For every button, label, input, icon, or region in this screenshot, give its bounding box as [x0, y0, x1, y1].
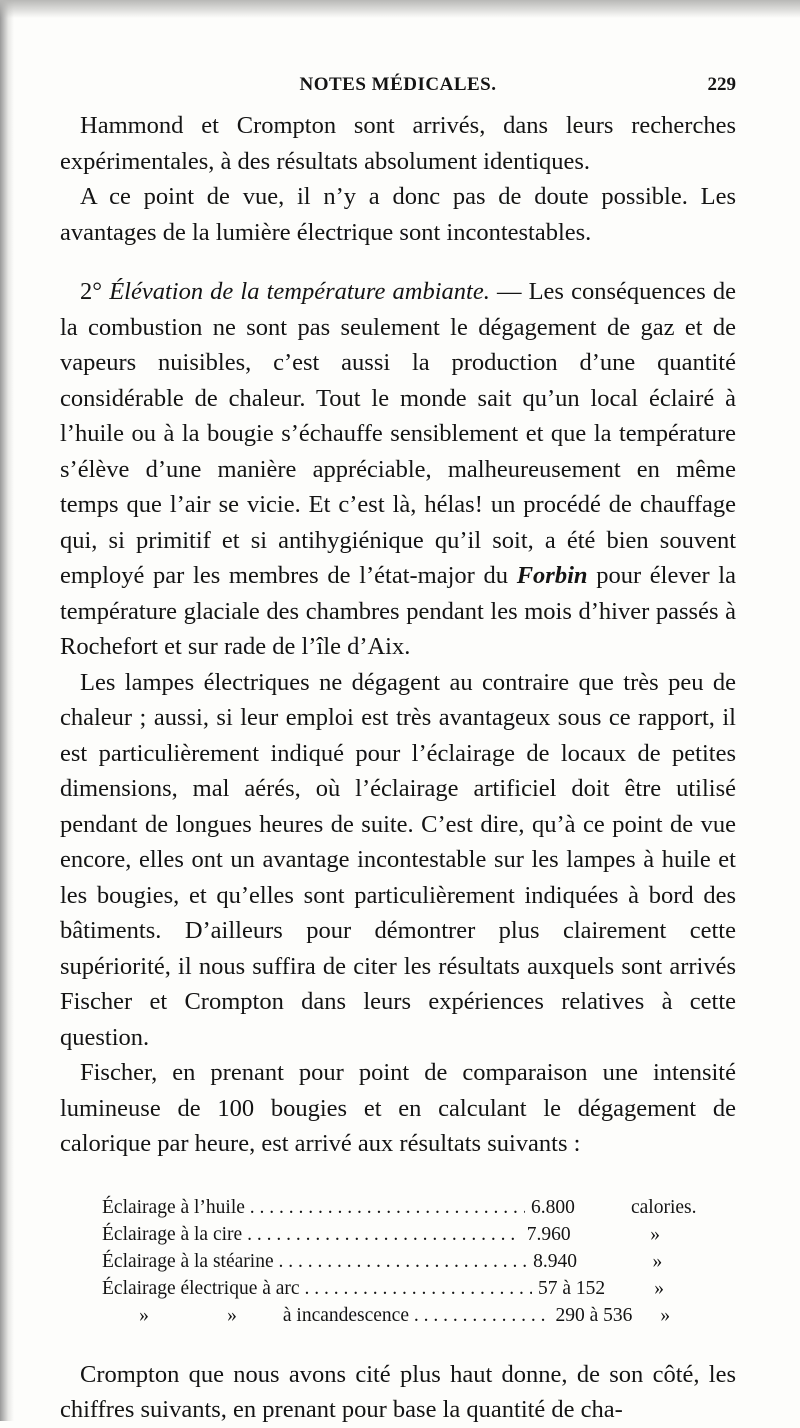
paragraph-6: Crompton que nous avons cité plus haut donne, de son côté, les chiffres suivants, en prenant pour base la quantité de cha- — [60, 1360, 736, 1423]
ditto-mark: » — [227, 1304, 237, 1326]
ship-name: Forbin — [516, 562, 588, 589]
table-row — [102, 1275, 704, 1302]
row-label: Éclairage à la cire . . . — [102, 1221, 521, 1248]
heat-table — [102, 1194, 704, 1329]
paragraph-3-text-b: pour élever la température glaciale des chambres pendant les mois d’hiver passés à Rochefort et sur rade de l’île d’Aix. — [60, 562, 736, 660]
section-title: Élévation de la température ambiante. — [109, 278, 490, 305]
row-label: Éclairage électrique à arc . . . — [102, 1275, 532, 1302]
body-text — [60, 108, 736, 1428]
paragraph-1: Hammond et Crompton sont arrivés, dans leurs recherches expérimentales, à des résultats absolument identiques. — [60, 112, 736, 175]
row-unit: calories. — [630, 1196, 697, 1218]
row-unit: » — [650, 1223, 661, 1245]
row-unit: » — [654, 1277, 664, 1299]
row-label-ditto — [102, 1302, 549, 1329]
paragraph-4: Les lampes électriques ne dégagent au contraire que très peu de chaleur ; aussi, si leur emploi est très avantageux sous ce rapport, il est particulièrement indiqué pour l’éclairage de locaux de petites dimensions, mal aérés, où l’éclairage artificiel doit être utilisé pendant de longues heures de suite. C’est dire, qu’à ce point de vue encore, elles ont un avantage incontestable sur les lampes à huile et les bougies, et qu’elles sont particulièrement indiquées à bord des bâtiments. D’ailleurs pour démontrer plus clairement cette supériorité, il nous suffira de citer les résultats auxquels sont arrivés Fischer et Crompton dans leurs expériences relatives à cette question. — [60, 668, 736, 1051]
row-value: 290 à 536 — [555, 1304, 633, 1326]
row-value: 8.940 — [533, 1250, 578, 1272]
paragraph-2: A ce point de vue, il n’y a donc pas de doute possible. Les avantages de la lumière électrique sont incontestables. — [60, 183, 736, 246]
paragraph-3 — [60, 274, 736, 665]
page-number: 229 — [707, 74, 736, 95]
row-label: à incandescence — [282, 1304, 409, 1326]
book-page — [60, 72, 736, 1428]
row-label: Éclairage à l’huile . . . — [102, 1194, 525, 1221]
row-value: 7.960 — [526, 1223, 571, 1245]
table-row — [102, 1194, 704, 1221]
row-value: 57 à 152 — [538, 1277, 606, 1299]
table-row — [102, 1221, 704, 1248]
page-header — [60, 72, 736, 108]
row-label: Éclairage à la stéarine . . . — [102, 1248, 527, 1275]
table-row — [102, 1248, 704, 1275]
page-shadow-top — [0, 0, 800, 18]
row-unit: » — [660, 1304, 671, 1326]
row-unit: » — [652, 1250, 663, 1272]
paragraph-3-text-a: — Les conséquences de la combustion ne sont pas seulement le dégagement de gaz et de vapeurs nuisibles, c’est aussi la production d’une quantité considérable de chaleur. Tout le monde sait qu’un local éclairé à l’huile ou à la bougie s’échauffe sensiblement et que la température s’élève d’une manière appréciable, malheureusement en même temps que l’air se vicie. Et c’est là, hélas! un procédé de chauffage qui, si primitif et si antihygiénique qu’il soit, a été bien souvent employé par les membres de l’état-major du — [60, 278, 736, 589]
running-title: NOTES MÉDICALES. — [299, 74, 497, 95]
table-row — [102, 1302, 704, 1329]
paragraph-5: Fischer, en prenant pour point de comparaison une intensité lumineuse de 100 bougies et en calculant le dégagement de calorique par heure, est arrivé aux résultats suivants : — [60, 1059, 736, 1157]
page-shadow-left — [0, 0, 14, 1421]
section-number: 2° — [80, 278, 103, 305]
row-value: 6.800 — [530, 1196, 575, 1218]
ditto-mark: » — [139, 1304, 149, 1326]
